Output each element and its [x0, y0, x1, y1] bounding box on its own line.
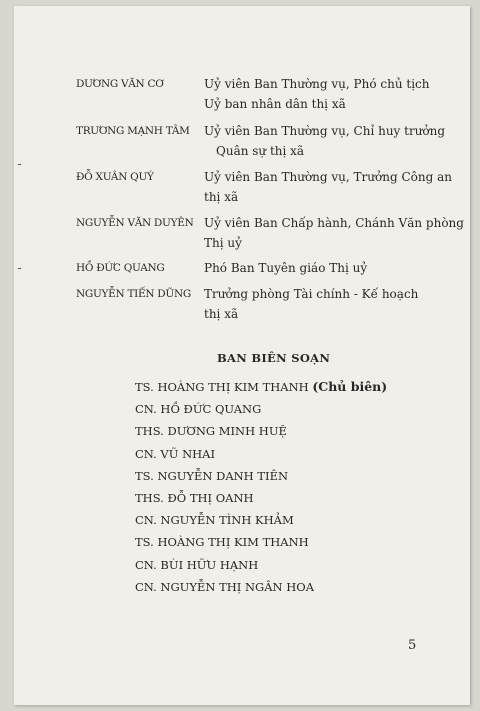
member-row [76, 167, 466, 207]
member-role-line: Trưởng phòng Tài chính - Kế hoạch [204, 287, 419, 301]
editor-item: TS. NGUYỄN DANH TIÊN [135, 468, 289, 483]
member-role-line: Phó Ban Tuyên giáo Thị uỷ [204, 261, 368, 275]
member-row [76, 213, 466, 253]
editor-list [135, 376, 387, 598]
editor-item: CN. NGUYỄN TÌNH KHẢM [135, 513, 294, 528]
member-name: ĐỖ XUÂN QUÝ [76, 171, 154, 183]
editorial-heading: BAN BIÊN SOẠN [217, 351, 331, 365]
member-role-line: Uỷ viên Ban Thường vụ, Chỉ huy trưởng [204, 124, 446, 138]
member-name: NGUYỄN VĂN DUYÊN [76, 217, 194, 229]
member-role-line: thị xã [204, 307, 239, 321]
editor-name: TS. HOÀNG THỊ KIM THANH [135, 380, 309, 394]
member-name: HỒ ĐỨC QUANG [76, 262, 165, 274]
member-role-line: Quân sự thị xã [216, 144, 305, 158]
margin-mark [18, 268, 21, 269]
member-name: DƯƠNG VĂN CƠ [76, 78, 164, 90]
editor-item: THS. DƯƠNG MINH HUỆ [135, 424, 287, 439]
editor-item: CN. VŨ NHAI [135, 446, 216, 461]
book-page [14, 6, 470, 705]
editor-item: CN. BÙI HỮU HẠNH [135, 557, 259, 572]
member-row [76, 74, 466, 114]
editor-item: THS. ĐỖ THỊ OANH [135, 491, 254, 506]
member-name: TRƯƠNG MẠNH TÂM [76, 125, 190, 137]
member-role-line: Uỷ viên Ban Thường vụ, Phó chủ tịch [204, 77, 430, 91]
member-role [204, 213, 466, 253]
editor-item: CN. NGUYỄN THỊ NGÂN HOA [135, 579, 315, 594]
member-row [76, 284, 466, 324]
member-role [204, 167, 466, 207]
member-name: NGUYỄN TIẾN DŨNG [76, 288, 191, 300]
member-role [204, 121, 466, 161]
member-role-line: Uỷ viên Ban Thường vụ, Trưởng Công an [204, 170, 452, 184]
editor-role-suffix: (Chủ biên) [312, 379, 388, 394]
editor-item [135, 376, 387, 398]
member-role-line: Uỷ ban nhân dân thị xã [204, 97, 346, 111]
margin-mark [18, 164, 21, 165]
editor-item: TS. HOÀNG THỊ KIM THANH [135, 535, 309, 550]
member-role [204, 284, 466, 324]
member-role [204, 258, 466, 278]
member-row [76, 121, 466, 161]
member-role [204, 74, 466, 114]
member-row [76, 258, 466, 278]
member-role-line: Uỷ viên Ban Chấp hành, Chánh Văn phòng [204, 216, 464, 230]
member-role-line: thị xã [204, 190, 239, 204]
page-number: 5 [408, 638, 417, 653]
member-role-line: Thị uỷ [204, 236, 242, 250]
editor-item: CN. HỒ ĐỨC QUANG [135, 402, 262, 417]
